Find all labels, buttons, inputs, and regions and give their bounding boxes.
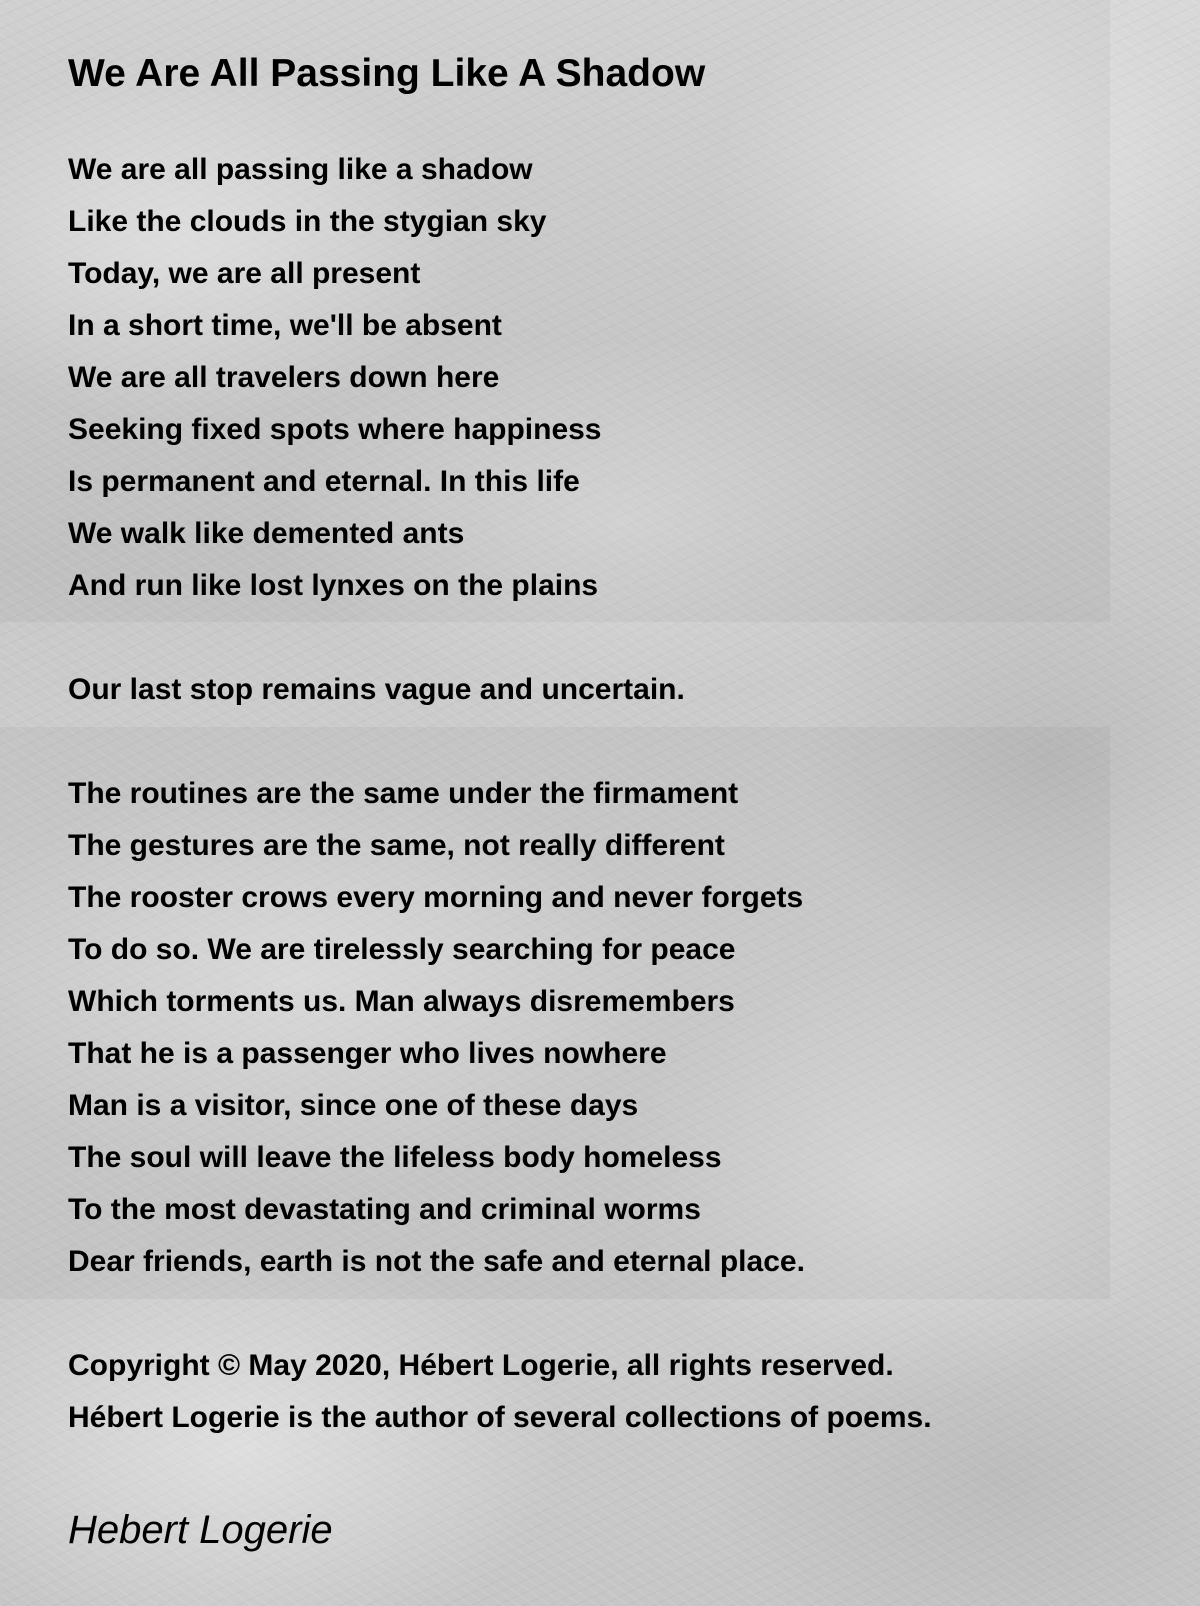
poem-line: Man is a visitor, since one of these days: [68, 1089, 639, 1122]
stanza-3: [68, 768, 1168, 1288]
poem-line: Which torments us. Man always disremembers: [68, 985, 735, 1018]
poem-line: In a short time, we'll be absent: [68, 309, 502, 342]
poem-line: Is permanent and eternal. In this life: [68, 465, 580, 498]
poem-line: That he is a passenger who lives nowhere: [68, 1037, 667, 1070]
poem-line: Seeking fixed spots where happiness: [68, 413, 602, 446]
poem-line: To do so. We are tirelessly searching for peace: [68, 933, 736, 966]
poem-title: We Are All Passing Like A Shadow: [68, 52, 706, 95]
poem-line: The routines are the same under the firmament: [68, 777, 739, 810]
poem-line: We are all travelers down here: [68, 361, 500, 394]
poem-line: The soul will leave the lifeless body homeless: [68, 1141, 722, 1174]
poem-line: And run like lost lynxes on the plains: [68, 569, 599, 602]
poem-line: We are all passing like a shadow: [68, 153, 533, 186]
poem-line: To the most devastating and criminal worms: [68, 1193, 701, 1226]
poem-line: We walk like demented ants: [68, 517, 465, 550]
author-name: Hebert Logerie: [68, 1508, 333, 1552]
copyright-line: Copyright © May 2020, Hébert Logerie, all rights reserved.: [68, 1349, 894, 1382]
poem-line: The rooster crows every morning and never forgets: [68, 881, 804, 914]
poem-line: Today, we are all present: [68, 257, 421, 290]
stanza-1: [68, 144, 1168, 612]
poem-body: [68, 48, 1168, 1496]
copyright-notice: [68, 1340, 1168, 1444]
poem-line: The gestures are the same, not really different: [68, 829, 725, 862]
poem-line: Like the clouds in the stygian sky: [68, 205, 547, 238]
poem-line: Our last stop remains vague and uncertain.: [68, 673, 685, 706]
author-bio-line: Hébert Logerie is the author of several collections of poems.: [68, 1401, 932, 1434]
poem-line: Dear friends, earth is not the safe and eternal place.: [68, 1245, 805, 1278]
stanza-2: [68, 664, 1168, 716]
